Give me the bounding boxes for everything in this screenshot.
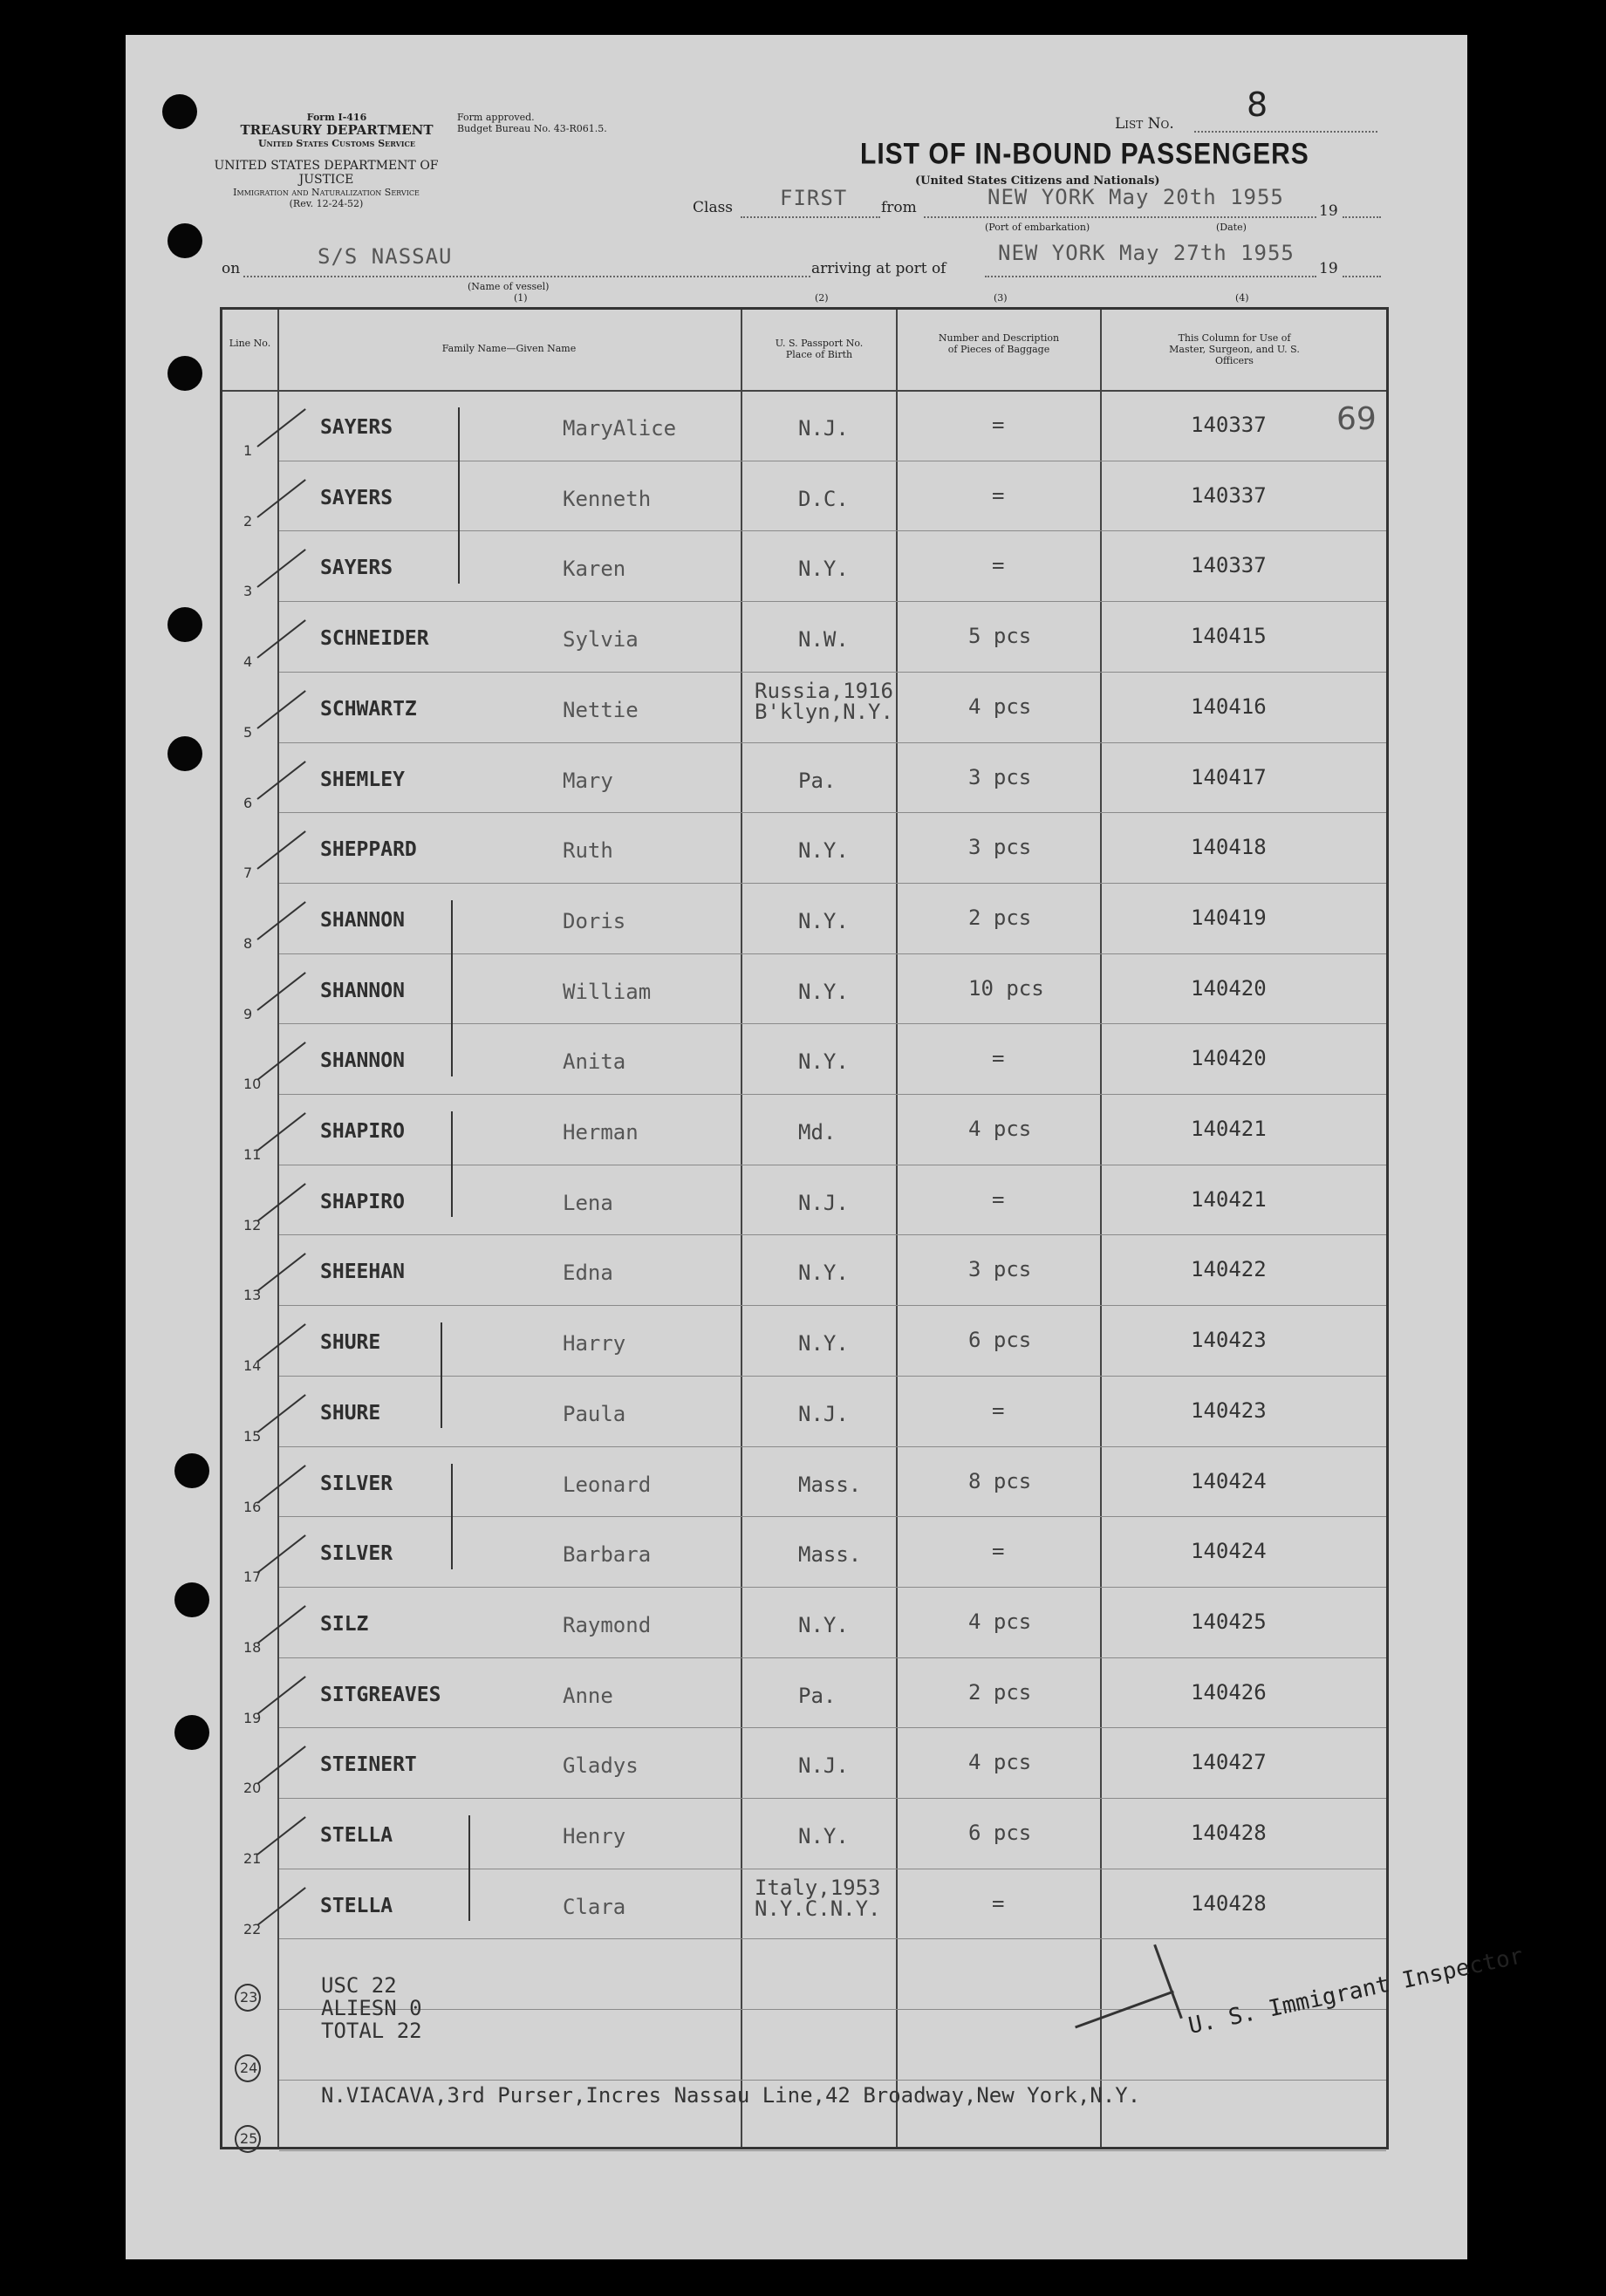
baggage: 4 pcs	[968, 1609, 1032, 1634]
row-divider	[279, 2150, 1386, 2151]
binder-hole	[174, 1715, 209, 1750]
place-of-birth: Pa.	[798, 1683, 837, 1708]
col-header-officers: This Column for Use of Master, Surgeon, and U. S. Officers	[1169, 332, 1300, 366]
row-divider	[279, 1798, 1386, 1799]
officer-number: 140427	[1191, 1750, 1267, 1775]
vessel-label: (Name of vessel)	[468, 281, 550, 292]
vessel-line	[243, 276, 810, 277]
margin-note: 69	[1336, 401, 1377, 437]
passenger-table	[220, 307, 1389, 2149]
from-year-line	[1343, 216, 1381, 218]
row-divider	[279, 1516, 1386, 1517]
row-divider	[279, 1305, 1386, 1306]
list-no-label: List No.	[1115, 115, 1174, 133]
family-name: SHAPIRO	[320, 1190, 405, 1213]
binder-hole	[167, 736, 202, 771]
line-number: 6	[243, 794, 253, 811]
justice-block	[213, 159, 440, 209]
officer-number: 140420	[1191, 975, 1267, 1001]
baggage: 3 pcs	[968, 764, 1032, 789]
col-header-passport: U. S. Passport No. Place of Birth	[775, 338, 864, 360]
given-name: Barbara	[563, 1542, 652, 1568]
line-number: 1	[243, 442, 253, 459]
given-name: Lena	[563, 1190, 613, 1215]
family-name: SHEPPARD	[320, 838, 417, 862]
given-name: Mary	[563, 768, 613, 793]
baggage: 5 pcs	[968, 624, 1032, 649]
check-mark	[256, 408, 305, 448]
given-name: Karen	[563, 557, 626, 582]
place-of-birth: N.Y.	[798, 838, 849, 864]
given-name: Harry	[563, 1331, 626, 1356]
class-value: FIRST	[780, 186, 848, 210]
officer-number: 140428	[1191, 1821, 1267, 1845]
baggage: 4 pcs	[968, 1750, 1032, 1775]
place-of-birth: N.J.	[798, 1190, 849, 1215]
family-name: SHURE	[320, 1331, 381, 1355]
place-of-birth: N.Y.	[798, 908, 849, 933]
check-mark	[256, 1394, 305, 1433]
place-of-birth: N.Y.	[798, 1331, 849, 1356]
col-num-2: (2)	[815, 292, 829, 304]
line-number: 3	[243, 583, 253, 600]
row-divider	[279, 1094, 1386, 1095]
purser-note: N.VIACAVA,3rd Purser,Incres Nassau Line,42 Broadway,New York,N.Y.	[321, 2083, 1141, 2108]
family-name: STEINERT	[320, 1753, 417, 1777]
place-of-birth: N.Y.	[798, 557, 849, 582]
place-of-birth: Md.	[798, 1120, 837, 1145]
row-divider	[279, 1023, 1386, 1024]
baggage: 4 pcs	[968, 694, 1032, 719]
binder-hole	[167, 223, 202, 258]
baggage: 8 pcs	[968, 1468, 1032, 1493]
line-number: 18	[243, 1638, 262, 1656]
given-name: Anita	[563, 1049, 626, 1075]
given-name: Raymond	[563, 1612, 652, 1637]
line-number: 10	[243, 1076, 262, 1093]
line-number: 22	[243, 1920, 262, 1937]
arriving-line	[985, 276, 1316, 277]
check-mark	[256, 690, 305, 729]
form-approved: Form approved.	[457, 112, 535, 123]
binder-hole	[167, 607, 202, 642]
officer-number: 140416	[1191, 694, 1267, 719]
from-year-suffix: 19	[1319, 202, 1338, 220]
check-mark	[256, 1112, 305, 1151]
class-line	[741, 216, 880, 218]
page-subtitle: (United States Citizens and Nationals)	[915, 174, 1160, 188]
place-of-birth: Russia,1916	[755, 678, 893, 703]
port-embarkation-label: (Port of embarkation)	[985, 222, 1090, 233]
officer-number: 140424	[1191, 1468, 1267, 1493]
baggage: =	[992, 1186, 1005, 1212]
family-name: SCHWARTZ	[320, 697, 417, 721]
line-number: 12	[243, 1216, 262, 1233]
family-bracket	[458, 407, 460, 584]
check-mark	[256, 1816, 305, 1855]
check-mark	[256, 1323, 305, 1363]
line-number: 17	[243, 1568, 262, 1586]
check-mark	[256, 972, 305, 1011]
date-label: (Date)	[1216, 222, 1247, 233]
place-of-birth: Italy,1953	[755, 1875, 881, 1900]
officer-number: 140415	[1191, 624, 1267, 649]
line-number: 11	[243, 1146, 262, 1163]
officer-number: 140428	[1191, 1890, 1267, 1916]
manifest-page	[126, 35, 1526, 2259]
family-name: SHURE	[320, 1401, 381, 1425]
baggage: 4 pcs	[968, 1117, 1032, 1141]
check-mark	[256, 1887, 305, 1926]
row-divider	[279, 742, 1386, 743]
line-number: 2	[243, 512, 253, 530]
place-of-birth: N.J.	[798, 416, 849, 441]
baggage: 6 pcs	[968, 1821, 1032, 1845]
check-mark	[256, 1183, 305, 1222]
col-divider-passport	[896, 310, 898, 2147]
row-divider	[279, 601, 1386, 602]
totals-usc: USC 22	[321, 1973, 397, 1998]
place-of-birth: N.J.	[798, 1753, 849, 1779]
given-name: William	[563, 979, 652, 1004]
family-name: SILZ	[320, 1612, 369, 1636]
check-mark	[256, 550, 305, 589]
place-of-birth: Mass.	[798, 1542, 862, 1568]
from-line	[924, 216, 1316, 218]
given-name: Kenneth	[563, 486, 652, 511]
baggage: =	[992, 1539, 1005, 1564]
family-name: SILVER	[320, 1542, 393, 1566]
justice-department: UNITED STATES DEPARTMENT OF JUSTICE	[214, 159, 439, 187]
officer-number: 140337	[1191, 413, 1267, 437]
form-number: Form I-416	[306, 112, 367, 123]
place-of-birth: D.C.	[798, 486, 849, 511]
col-divider-name	[741, 310, 742, 2147]
form-header-left	[223, 112, 450, 149]
row-divider	[279, 672, 1386, 673]
class-label: Class	[693, 199, 734, 216]
binder-hole	[162, 94, 197, 129]
revision-date: (Rev. 12-24-52)	[289, 198, 364, 209]
officer-number: 140418	[1191, 835, 1267, 860]
family-name: SHANNON	[320, 908, 405, 932]
check-mark	[256, 1676, 305, 1715]
check-mark	[256, 761, 305, 800]
family-name: SHANNON	[320, 1049, 405, 1073]
family-name: SAYERS	[320, 557, 393, 580]
officer-number: 140426	[1191, 1679, 1267, 1705]
given-name: Leonard	[563, 1472, 652, 1497]
budget-bureau: Budget Bureau No. 43-R061.5.	[457, 123, 607, 134]
row-divider	[279, 2080, 1386, 2081]
line-number: 23	[240, 1989, 258, 2006]
place-of-birth: Pa.	[798, 768, 837, 793]
baggage: =	[992, 413, 1005, 437]
check-mark	[256, 619, 305, 659]
line-number: 19	[243, 1709, 262, 1726]
binder-hole	[167, 356, 202, 391]
check-mark	[256, 901, 305, 940]
baggage: =	[992, 482, 1005, 508]
col-divider-baggage	[1100, 310, 1102, 2147]
family-name: SAYERS	[320, 486, 393, 509]
officer-number: 140423	[1191, 1328, 1267, 1353]
officer-number: 140422	[1191, 1257, 1267, 1282]
baggage: 3 pcs	[968, 835, 1032, 860]
binder-hole	[174, 1582, 209, 1617]
line-number: 8	[243, 934, 253, 952]
line-number: 9	[243, 1005, 253, 1022]
family-bracket	[451, 900, 453, 1076]
arriving-label: arriving at port of	[811, 260, 947, 277]
given-name: Sylvia	[563, 627, 639, 653]
baggage: 2 pcs	[968, 1679, 1032, 1705]
given-name: Gladys	[563, 1753, 639, 1779]
family-name: SHANNON	[320, 979, 405, 1002]
list-no-line	[1194, 131, 1377, 133]
totals-aliens: ALIESN 0	[321, 1996, 422, 2020]
row-divider	[279, 1657, 1386, 1658]
officer-number: 140423	[1191, 1397, 1267, 1423]
family-name: SCHNEIDER	[320, 627, 429, 651]
row-divider	[279, 883, 1386, 884]
row-divider	[279, 1938, 1386, 1939]
given-name: MaryAlice	[563, 416, 677, 441]
given-name: Edna	[563, 1261, 613, 1286]
place-of-birth-2: N.Y.C.N.Y.	[755, 1896, 881, 1921]
check-mark	[256, 1465, 305, 1504]
line-number: 14	[243, 1357, 262, 1375]
header-divider	[222, 390, 1386, 392]
family-bracket	[468, 1815, 470, 1921]
treasury-department: TREASURY DEPARTMENT	[240, 122, 434, 138]
family-bracket	[451, 1464, 453, 1569]
baggage: 3 pcs	[968, 1257, 1032, 1282]
check-mark	[256, 1746, 305, 1785]
col-num-1: (1)	[514, 292, 528, 304]
check-mark	[256, 1605, 305, 1644]
line-number: 5	[243, 723, 253, 741]
given-name: Ruth	[563, 838, 613, 864]
check-mark	[256, 1534, 305, 1574]
page-title: LIST OF IN-BOUND PASSENGERS	[860, 137, 1309, 171]
row-divider	[279, 1727, 1386, 1728]
baggage: 10 pcs	[968, 975, 1044, 1001]
family-name: SHAPIRO	[320, 1120, 405, 1143]
place-of-birth: N.Y.	[798, 1612, 849, 1637]
baggage: 6 pcs	[968, 1328, 1032, 1353]
place-of-birth-2: B'klyn,N.Y.	[755, 699, 893, 724]
family-name: SITGREAVES	[320, 1683, 441, 1706]
given-name: Clara	[563, 1894, 626, 1919]
line-number: 4	[243, 653, 253, 671]
baggage: =	[992, 553, 1005, 578]
check-mark	[256, 830, 305, 870]
line-number: 15	[243, 1427, 262, 1445]
col-header-name: Family Name—Given Name	[441, 343, 577, 354]
line-number: 25	[240, 2129, 258, 2147]
arriving-year-suffix: 19	[1319, 260, 1338, 277]
given-name: Herman	[563, 1120, 639, 1145]
family-bracket	[441, 1322, 442, 1428]
officer-number: 140337	[1191, 482, 1267, 508]
line-number: 21	[243, 1850, 262, 1867]
baggage: =	[992, 1046, 1005, 1071]
family-name: SAYERS	[320, 416, 393, 439]
row-divider	[279, 1587, 1386, 1588]
line-number: 20	[243, 1780, 262, 1797]
row-divider	[279, 530, 1386, 531]
row-divider	[279, 1446, 1386, 1447]
from-label: from	[881, 199, 917, 216]
officer-number: 140337	[1191, 553, 1267, 578]
col-num-4: (4)	[1235, 292, 1249, 304]
arriving-value: NEW YORK May 27th 1955	[998, 241, 1295, 265]
place-of-birth: N.Y.	[798, 1824, 849, 1848]
totals-total: TOTAL 22	[321, 2019, 422, 2043]
place-of-birth: N.Y.	[798, 979, 849, 1004]
row-divider	[279, 1376, 1386, 1377]
col-num-3: (3)	[994, 292, 1008, 304]
row-divider	[279, 1234, 1386, 1235]
customs-service: United States Customs Service	[257, 138, 416, 149]
line-number: 13	[243, 1287, 262, 1304]
given-name: Nettie	[563, 697, 639, 722]
officer-number: 140417	[1191, 764, 1267, 789]
given-name: Doris	[563, 908, 626, 933]
baggage: 2 pcs	[968, 905, 1032, 930]
place-of-birth: N.Y.	[798, 1049, 849, 1075]
family-name: SHEMLEY	[320, 768, 405, 791]
place-of-birth: N.W.	[798, 627, 849, 653]
line-number: 7	[243, 864, 253, 882]
officer-number: 140425	[1191, 1609, 1267, 1634]
given-name: Henry	[563, 1824, 626, 1848]
place-of-birth: N.Y.	[798, 1261, 849, 1286]
place-of-birth: N.J.	[798, 1401, 849, 1426]
family-name: STELLA	[320, 1894, 393, 1917]
baggage: =	[992, 1890, 1005, 1916]
col-divider-line	[277, 310, 279, 2147]
officer-number: 140421	[1191, 1186, 1267, 1212]
on-label: on	[222, 260, 241, 277]
col-header-line: Line No.	[229, 338, 271, 349]
col-header-baggage: Number and Description of Pieces of Baggage	[938, 332, 1060, 355]
officer-number: 140419	[1191, 905, 1267, 930]
form-approval	[457, 112, 607, 134]
family-name: SILVER	[320, 1472, 393, 1495]
given-name: Anne	[563, 1683, 613, 1708]
check-mark	[256, 479, 305, 518]
officer-number: 140424	[1191, 1539, 1267, 1564]
baggage: =	[992, 1397, 1005, 1423]
family-bracket	[451, 1111, 453, 1217]
officer-number: 140420	[1191, 1046, 1267, 1071]
line-number: 16	[243, 1498, 262, 1515]
officer-number: 140421	[1191, 1117, 1267, 1141]
line-number: 24	[240, 2060, 258, 2077]
given-name: Paula	[563, 1401, 626, 1426]
inspector-title: U. S. Immigrant Inspector	[1186, 1943, 1526, 2040]
check-mark	[256, 1254, 305, 1293]
check-mark	[256, 1042, 305, 1081]
vessel-name: S/S NASSAU	[318, 244, 453, 269]
naturalization-service: Immigration and Naturalization Service	[233, 187, 420, 198]
place-of-birth: Mass.	[798, 1472, 862, 1497]
from-value: NEW YORK May 20th 1955	[988, 185, 1284, 209]
list-number: 8	[1247, 85, 1268, 124]
family-name: STELLA	[320, 1824, 393, 1847]
binder-hole	[174, 1453, 209, 1488]
family-name: SHEEHAN	[320, 1261, 405, 1284]
arriving-year-line	[1343, 276, 1381, 277]
row-divider	[279, 953, 1386, 954]
row-divider	[279, 812, 1386, 813]
